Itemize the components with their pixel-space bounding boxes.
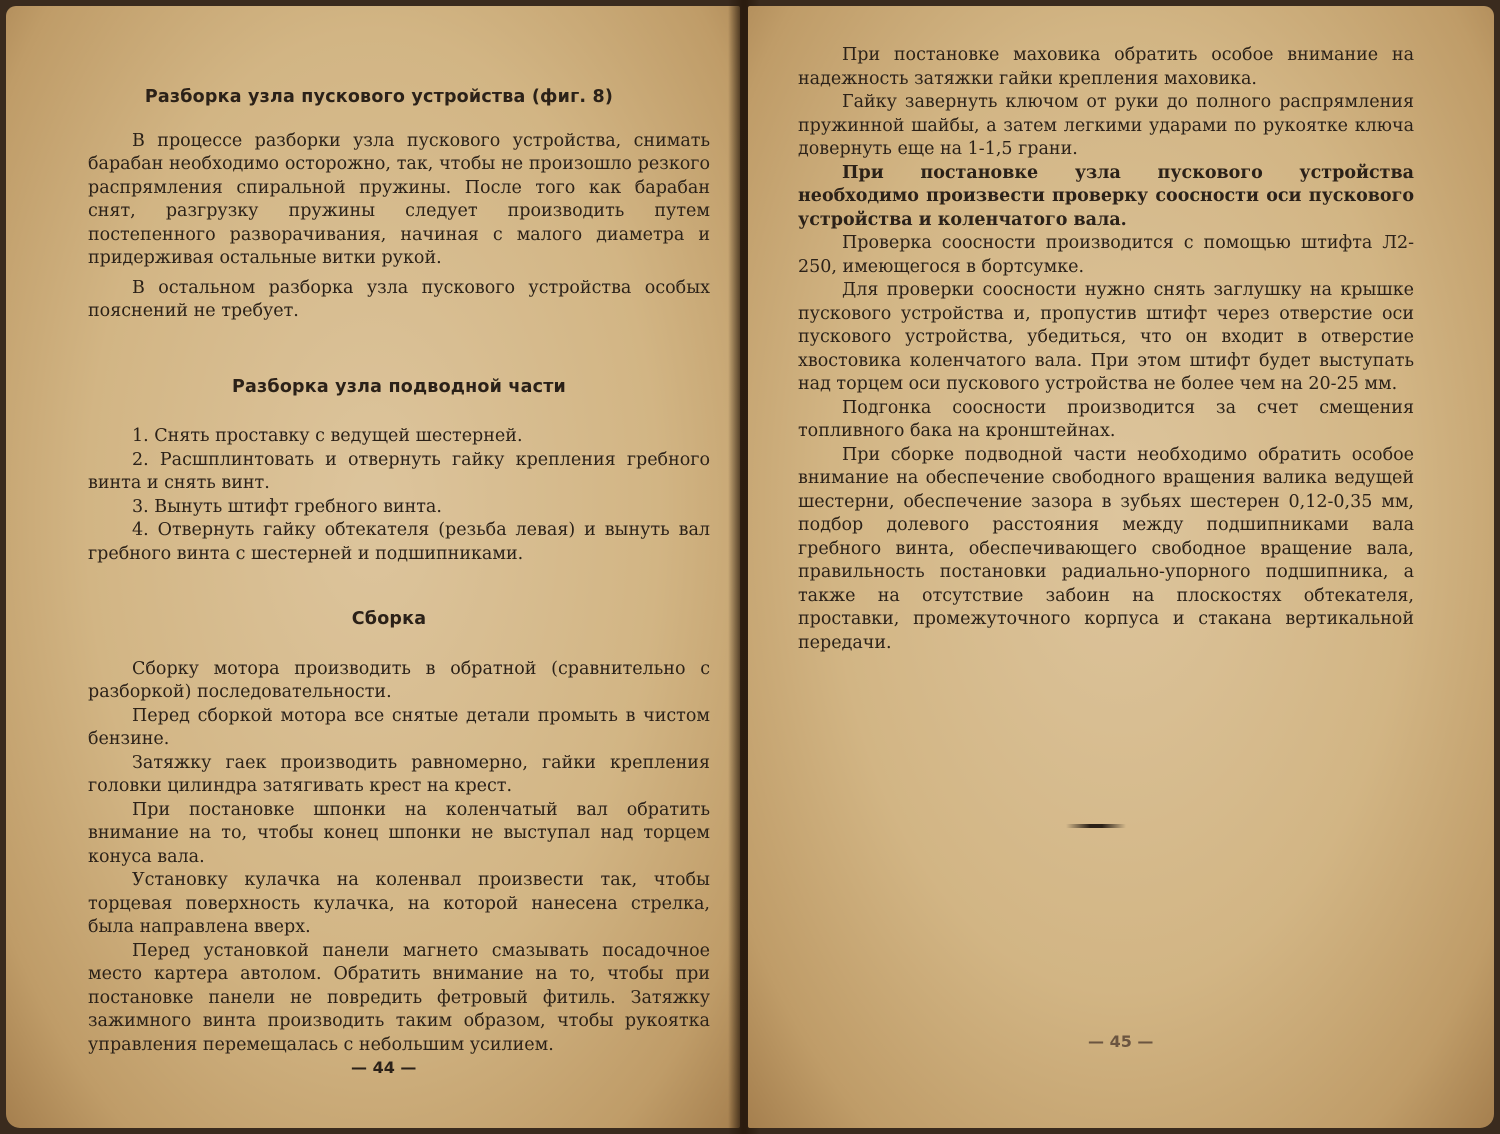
paragraph: В остальном разборка узла пускового устройства особых пояснений не требует. — [88, 277, 710, 321]
section-heading-underwater-disassembly: Разборка узла подводной части — [232, 376, 566, 397]
paragraph: Для проверки соосности нужно снять заглушку на крышке пускового устройства и, пропустив штифт через отверстие оси пускового устройства, убедиться, что он входит в отверстие хвостовика коленчатого вала. При этом штифт будет выступать над торцем оси пускового устройства не более чем на 20-25 мм. — [798, 280, 1414, 394]
paragraph: Подгонка соосности производится за счет смещения топливного бака на кронштейнах. — [798, 397, 1414, 441]
paragraph: В процессе разборки узла пускового устройства, снимать барабан необходимо осторожно, так, чтобы не произошло резкого распрямления спиральной пружины. После того как барабан снят, разгрузку пружины следует производить путем постепенного разворачивания, начиная с малого диаметра и придерживая остальные витки рукой. — [88, 130, 710, 268]
list-item: 2. Расшплинтовать и отвернуть гайку крепления гребного винта и снять винт. — [88, 449, 710, 493]
paragraph: Сборку мотора производить в обратной (сравнительно с разборкой) последовательности. — [88, 658, 710, 702]
list-item: 3. Вынуть штифт гребного винта. — [132, 496, 442, 517]
paragraph: Перед установкой панели магнето смазывать посадочное место картера автолом. Обратить внимание на то, чтобы при постановке панели не повредить фетровый фитиль. Затяжку зажимного винта производить таким образом, чтобы рукоятка управления перемещалась с небольшим усилием. — [88, 940, 710, 1055]
left-page-content — [88, 86, 710, 1057]
paragraph: Проверка соосности производится с помощью штифта Л2-250, имеющегося в бортсумке. — [798, 233, 1414, 277]
paragraph: Гайку завернуть ключом от руки до полного распрямления пружинной шайбы, а затем легкими ударами по рукоятке ключа довернуть еще на 1-1,5 грани. — [798, 92, 1414, 159]
section-heading-assembly: Сборка — [351, 609, 427, 629]
ink-mark — [1066, 824, 1126, 828]
list-item: 1. Снять проставку с ведущей шестерней. — [132, 426, 523, 446]
paragraph: При сборке подводной части необходимо обратить особое внимание на обеспечение свободного вращения валика ведущей шестерни, обеспечение зазора в зубьях шестерен 0,12-0,35 мм, подбор долевого расстояния между подшипниками вала гребного винта, обеспечивающего свободное вращение вала, правильность постановки радиально-упорного подшипника, а также на отсутствие забоин на плоскостях обтекателя, проставки, промежуточного корпуса и стакана вертикальной передачи. — [798, 444, 1414, 653]
paragraph: Перед сборкой мотора все снятые детали промыть в чистом бензине. — [88, 705, 710, 749]
right-page — [748, 6, 1494, 1128]
paragraph: При постановке шпонки на коленчатый вал обратить внимание на то, чтобы конец шпонки не выступал над торцем конуса вала. — [88, 799, 710, 867]
list-item: 4. Отвернуть гайку обтекателя (резьба левая) и вынуть вал гребного винта с шестерней и подшипниками. — [88, 520, 710, 564]
page-number-right: — 45 — — [1088, 1032, 1154, 1051]
left-page — [6, 6, 740, 1128]
right-page-content — [798, 44, 1414, 655]
disassembly-steps-list — [88, 425, 710, 566]
paragraph: Установку кулачка на коленвал произвести так, чтобы торцевая поверхность кулачка, на которой нанесена стрелка, была направлена вверх. — [88, 870, 710, 937]
paragraph-bold: При постановке узла пускового устройства необходимо произвести проверку соосности оси пускового устройства и коленчатого вала. — [798, 162, 1414, 230]
page-number-left: — 44 — — [351, 1058, 417, 1077]
paragraph: Затяжку гаек производить равномерно, гайки крепления головки цилиндра затягивать крест на крест. — [88, 752, 710, 796]
paragraph: При постановке маховика обратить особое внимание на надежность затяжки гайки крепления маховика. — [798, 45, 1414, 89]
section-heading-starter-disassembly: Разборка узла пускового устройства (фиг. 8) — [144, 87, 614, 107]
